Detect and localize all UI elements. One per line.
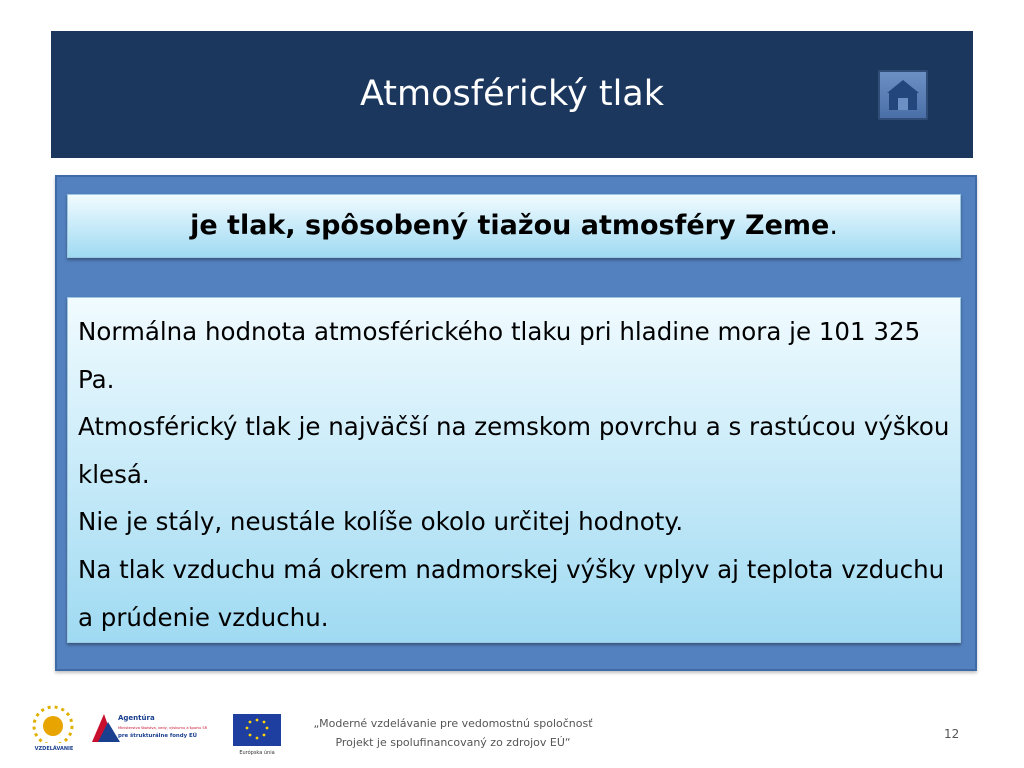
definition-punctuation: . — [829, 210, 838, 241]
definition-box — [67, 194, 961, 258]
agency-logo — [92, 714, 208, 742]
facts-box — [67, 297, 961, 643]
slide-title: Atmosférický tlak — [359, 74, 665, 114]
page-number: 12 — [944, 727, 960, 741]
fact-paragraph: Nie je stály, neustále kolíše okolo určitej hodnoty. — [78, 507, 684, 537]
definition-text: je tlak, spôsobený tiažou atmosféry Zeme — [190, 210, 830, 241]
footer-quote-line2: Projekt je spolufinancovaný zo zdrojov EÚ“ — [335, 736, 571, 749]
home-icon — [886, 78, 920, 112]
eu-flag-label: Európska únia — [239, 750, 275, 756]
program-logo-label: VZDELÁVANIE — [34, 746, 74, 752]
footer-quote — [308, 714, 598, 752]
eu-flag-icon — [233, 714, 281, 756]
title-bar — [51, 31, 973, 158]
agency-logo-line3: pre štrukturálne fondy EÚ — [118, 733, 198, 739]
agency-logo-line1: Agentúra — [118, 714, 155, 722]
fact-paragraph: Normálna hodnota atmosférického tlaku pri hladine mora je 101 325 Pa. — [78, 317, 921, 394]
agency-logo-line2: Ministerstva školstva, vedy, výskumu a športu SR — [118, 726, 208, 730]
program-logo — [34, 707, 74, 752]
fact-paragraph: Atmosférický tlak je najväčší na zemskom povrchu a s rastúcou výškou klesá. — [78, 412, 950, 489]
fact-paragraph: Na tlak vzduchu má okrem nadmorskej výšky vplyv aj teplota vzduchu a prúdenie vzduchu. — [78, 554, 945, 632]
footer-logos — [28, 702, 288, 762]
content-panel — [55, 175, 977, 671]
home-button[interactable] — [878, 70, 928, 120]
footer-quote-line1: „Moderné vzdelávanie pre vedomostnú spoločnosť — [313, 717, 593, 730]
